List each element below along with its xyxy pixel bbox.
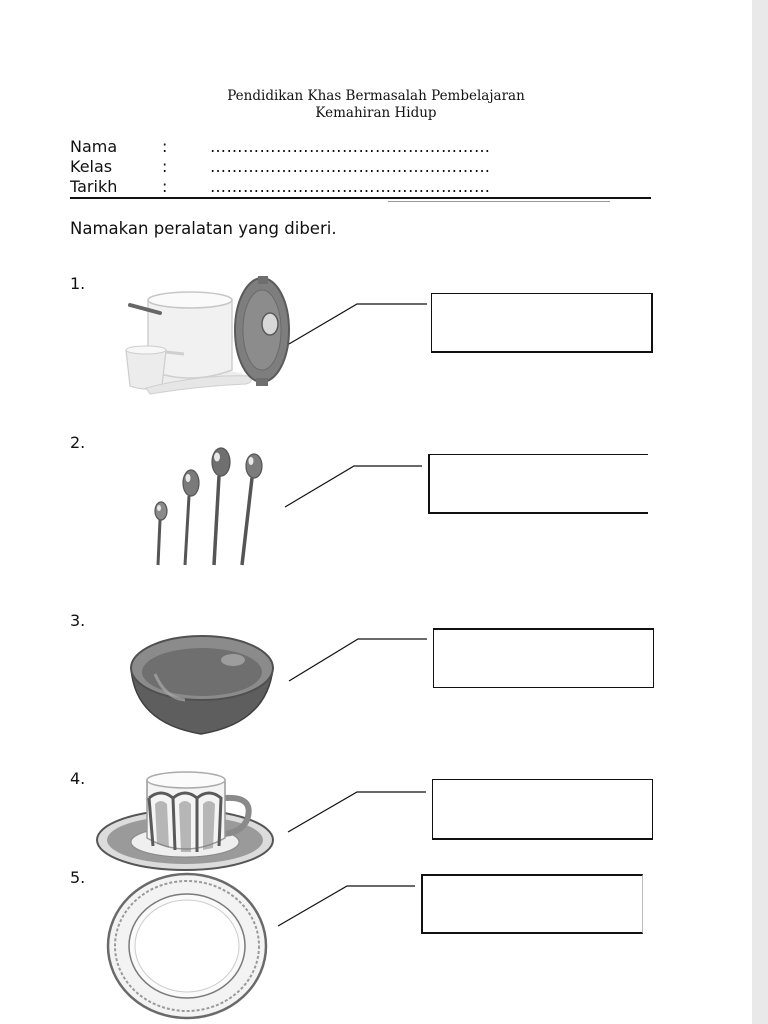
instruction-text: Namakan peralatan yang diberi. <box>70 219 337 238</box>
question-number-4: 4. <box>70 769 86 788</box>
header-divider <box>70 197 651 199</box>
field-label-nama: Nama <box>70 137 118 156</box>
header-divider-thin <box>388 201 610 202</box>
field-dots-kelas[interactable]: …………………………………………… <box>210 157 491 176</box>
field-label-tarikh: Tarikh <box>70 177 118 196</box>
question-number-2: 2. <box>70 433 86 452</box>
field-colon: : <box>162 177 168 196</box>
field-dots-nama[interactable]: …………………………………………… <box>210 137 491 156</box>
question-number-5: 5. <box>70 868 86 887</box>
field-colon: : <box>162 157 168 176</box>
bowl-icon <box>125 628 280 738</box>
cup-and-saucer-icon <box>95 768 277 876</box>
spoons-icon <box>145 445 270 570</box>
connector-line-5 <box>0 0 1 1</box>
answer-box-2[interactable] <box>428 454 648 514</box>
answer-box-1[interactable] <box>431 293 653 353</box>
rice-cooker-pot-icon <box>120 270 295 400</box>
answer-box-4[interactable] <box>432 779 653 840</box>
worksheet-subtitle: Kemahiran Hidup <box>315 105 437 121</box>
answer-box-5[interactable] <box>421 874 643 934</box>
field-label-kelas: Kelas <box>70 157 113 176</box>
field-dots-tarikh[interactable]: …………………………………………… <box>210 177 491 196</box>
worksheet-title: Pendidikan Khas Bermasalah Pembelajaran <box>227 88 525 104</box>
plate-icon <box>105 872 270 1020</box>
field-colon: : <box>162 137 168 156</box>
answer-box-3[interactable] <box>433 628 654 688</box>
question-number-1: 1. <box>70 274 86 293</box>
question-number-3: 3. <box>70 611 86 630</box>
